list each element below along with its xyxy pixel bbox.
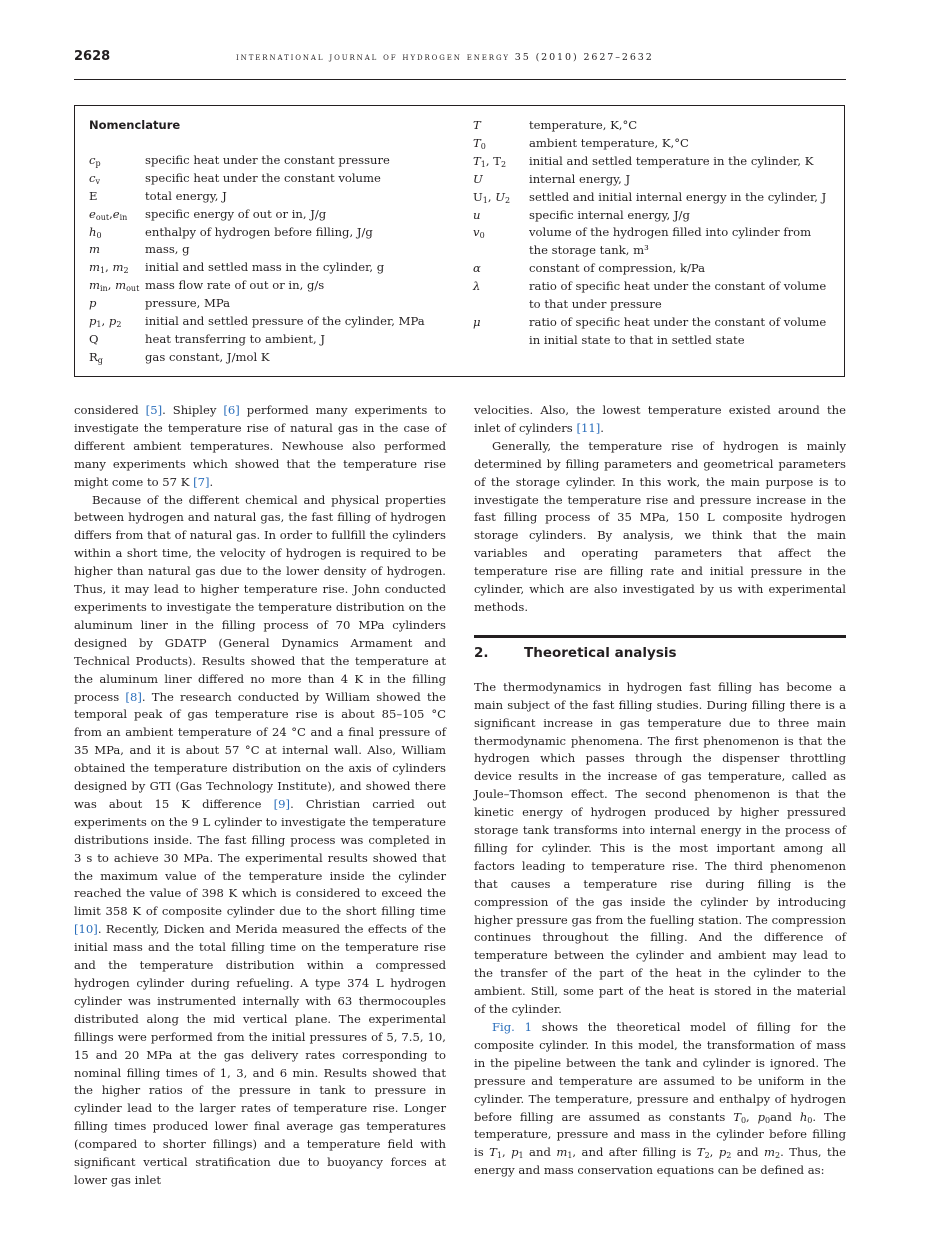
paragraph [474, 679, 846, 1019]
nomenclature-definition: initial and settled mass in the cylinder, g [145, 260, 385, 275]
math-symbol: m [112, 260, 124, 275]
nomenclature-box [74, 105, 845, 377]
nomenclature-definition: internal energy, J [529, 171, 631, 186]
math-symbol: p [89, 314, 97, 329]
text: , [101, 314, 109, 329]
reference-link[interactable]: [10] [74, 922, 98, 937]
subscript: 1 [482, 195, 488, 205]
paragraph [74, 492, 446, 1190]
math-symbol: p [757, 1109, 766, 1124]
subscript: in [119, 212, 128, 222]
text: E [89, 188, 98, 203]
nomenclature-symbol [473, 224, 529, 260]
right-column [474, 402, 846, 1180]
math-symbol: m [556, 1145, 568, 1160]
math-symbol: m [115, 278, 127, 293]
nomenclature-definition: initial and settled temperature in the cylinder, K [529, 153, 814, 168]
nomenclature-right [473, 117, 833, 350]
subscript: 2 [500, 159, 507, 169]
math-symbol: e [112, 206, 120, 221]
nomenclature-symbol [89, 241, 145, 259]
text: . [209, 474, 214, 489]
math-symbol: T [733, 1109, 741, 1124]
text: shows the theoretical model of filling for the composite cylinder. In this model, the transformation of mass in the pipeline between the tank and cylinder is ignored. The pressure and temperature are assumed to be uniform in the cylinder. The temperature, pressure and enthalpy of hydrogen before filling are assumed as constants [474, 1020, 846, 1124]
math-symbol: c [89, 152, 96, 167]
nomenclature-symbol [473, 153, 529, 171]
subscript: 2 [505, 195, 511, 205]
nomenclature-entry [89, 331, 459, 349]
paragraph [474, 1019, 846, 1180]
nomenclature-symbol [89, 206, 145, 224]
nomenclature-definition: ratio of specific heat under the constant of volume in initial state to that in settled state [529, 314, 827, 347]
nomenclature-definition: specific heat under the constant volume [145, 170, 381, 185]
subscript: out [126, 284, 140, 294]
math-symbol: λ [473, 279, 481, 294]
math-symbol: h [89, 224, 97, 239]
math-symbol: p [108, 314, 117, 329]
subscript: 1 [567, 1151, 573, 1161]
math-symbol: m [89, 260, 100, 275]
math-symbol: T [473, 135, 481, 150]
text: , [709, 1145, 719, 1160]
nomenclature-symbol [89, 152, 145, 170]
nomenclature-definition: ratio of specific heat under the constant of volume to that under pressure [529, 279, 827, 312]
math-symbol: m [89, 278, 100, 293]
text: Because of the different chemical and physical properties between hydrogen and natural gas, the fast filling of hydrogen differs from that of natural gas. In order to fullfill the cylinders within a short time, the velocity of hydrogen is required to be higher than natural gas due to the lower density of hydrogen. Thus, it may lead to higher temperature rise. John conducted experiments to investigate the temperature distribution on the aluminum liner in the filling process of 70 MPa cylinders designed by GDATP (General Dynamics Armament and Technical Products). Results showed that the temperature at the aluminum liner differed no more than 4 K in the filling process [74, 492, 446, 704]
text: T [493, 153, 501, 168]
math-symbol: T [473, 118, 481, 132]
text: , [105, 260, 113, 275]
nomenclature-entry [473, 189, 833, 207]
math-symbol: p [511, 1145, 519, 1160]
reference-link[interactable]: Fig. 1 [492, 1020, 532, 1034]
reference-link[interactable]: [11] [576, 420, 601, 435]
section-number: 2. [474, 644, 489, 661]
nomenclature-entry [89, 170, 459, 188]
subscript: 0 [96, 230, 102, 240]
nomenclature-entry [89, 313, 459, 331]
nomenclature-definition: specific internal energy, J/g [529, 207, 690, 222]
nomenclature-entry [89, 259, 459, 277]
reference-link[interactable]: [7] [193, 474, 210, 489]
subscript: 2 [775, 1151, 781, 1161]
nomenclature-symbol [89, 170, 145, 188]
text: and [770, 1109, 800, 1124]
nomenclature-entry [473, 135, 833, 153]
nomenclature-entry [473, 314, 833, 350]
nomenclature-symbol [89, 349, 145, 367]
subscript: 0 [740, 1115, 747, 1125]
nomenclature-entry [473, 278, 833, 314]
nomenclature-symbol [89, 295, 145, 313]
nomenclature-definition: enthalpy of hydrogen before filling, J/g [145, 224, 373, 239]
nomenclature-entry [89, 349, 459, 367]
nomenclature-entry [89, 241, 459, 259]
right-column-top [474, 402, 846, 617]
subscript: 2 [123, 266, 129, 276]
subscript: 0 [479, 231, 485, 241]
math-symbol: μ [473, 314, 481, 329]
nomenclature-definition: settled and initial internal energy in the cylinder, J [529, 189, 827, 204]
math-symbol: α [473, 261, 481, 276]
nomenclature-definition: heat transferring to ambient, J [145, 331, 325, 346]
nomenclature-definition: specific heat under the constant pressure [145, 152, 390, 167]
nomenclature-title: Nomenclature [89, 118, 181, 132]
math-symbol: p [89, 296, 97, 311]
math-symbol: p [718, 1145, 727, 1160]
subscript: in [100, 284, 108, 294]
header-rule [74, 79, 846, 80]
math-symbol: v [473, 225, 480, 240]
text: . Christian carried out experiments on the 9 L cylinder to investigate the temperature distributions inside. The fast filling process was completed in 3 s to achieve 30 MPa. The experimental results showed that the maximum value of the temperature inside the cylinder reached the value of 398 K which is considered to exceed the limit 358 K of composite cylinder due to the short filling time [74, 796, 446, 919]
nomenclature-symbol [89, 313, 145, 331]
math-symbol: e [89, 206, 96, 221]
journal-header: international journal of hydrogen energy 35 (2010) 2627–2632 [236, 52, 654, 63]
subscript: 1 [100, 266, 106, 276]
subscript: p [95, 158, 101, 168]
math-symbol: T [489, 1145, 497, 1160]
subscript: v [95, 176, 101, 186]
nomenclature-symbol [473, 135, 529, 153]
text: velocities. Also, the lowest temperature existed around the inlet of cylinders [474, 403, 846, 435]
nomenclature-symbol [89, 224, 145, 242]
nomenclature-definition: gas constant, J/mol K [145, 349, 270, 364]
subscript: 2 [726, 1151, 732, 1161]
text: . The research conducted by William showed the temporal peak of gas temperature rise is about 85–105 °C from an ambient temperature of 24 °C and a final pressure of 35 MPa, and it is about 57 °C at internal wall. Also, William obtained the temperature distribution on the axis of cylinders designed by GTI (Gas Technology Institute), and showed there was about 15 K difference [74, 689, 446, 811]
nomenclature-entry [89, 152, 459, 170]
nomenclature-symbol [473, 189, 529, 207]
paragraph [474, 402, 846, 438]
reference-link[interactable]: [9] [273, 796, 291, 811]
text: . Shipley [162, 403, 224, 417]
nomenclature-definition: specific energy of out or in, J/g [145, 206, 327, 221]
text: performed many experiments to investigate the temperature rise of natural gas in the case of different ambient temperatures. Newhouse also performed many experiments which showed that the temperature rise might come to 57 K [74, 403, 446, 489]
section-heading [474, 635, 846, 663]
subscript: 0 [807, 1115, 813, 1125]
nomenclature-symbol [473, 117, 529, 135]
text: . Thus, the energy and mass conservation equations can be defined as: [474, 1145, 847, 1178]
nomenclature-definition: mass flow rate of out or in, g/s [145, 278, 325, 293]
nomenclature-symbol [473, 278, 529, 314]
reference-link[interactable]: [8] [125, 689, 142, 704]
subscript: 2 [116, 320, 122, 330]
nomenclature-definition: temperature, K,°C [529, 118, 638, 132]
text: , [107, 278, 116, 293]
text: considered [74, 403, 146, 417]
right-column-bottom [474, 679, 846, 1180]
text: , and after filling is [572, 1145, 697, 1160]
reference-link[interactable]: [5] [145, 403, 163, 417]
nomenclature-entry [89, 188, 459, 206]
math-symbol: T [473, 153, 481, 168]
text: U [473, 189, 483, 204]
text: Q [89, 331, 99, 346]
math-symbol: c [89, 170, 96, 185]
nomenclature-entry [89, 295, 459, 313]
nomenclature-entry [89, 277, 459, 295]
text: , [109, 206, 113, 221]
nomenclature-entry [473, 153, 833, 171]
subscript: 0 [480, 141, 486, 151]
subscript: 1 [96, 320, 102, 330]
subscript: g [97, 355, 103, 365]
text: . Recently, Dicken and Merida measured the effects of the initial mass and the total filling time on the temperature rise and the temperature distribution within a compressed hydrogen cylinder during refueling. A type 374 L hydrogen cylinder was instrumented internally with 63 thermocouples distributed along the mid vertical plane. The experimental fillings were performed from the initial pressures of 5, 7.5, 10, 15 and 20 MPa at the gas delivery rates corresponding to nominal filling times of 1, 3, and 6 min. Results showed that the higher ratios of the pressure in tank to pressure in cylinder lead to the larger rates of temperature rise. Longer filling times produced lower final average gas temperatures (compared to shorter fillings) and a temperature field with significant vertical stratification due to buoyancy forces at lower gas inlet [74, 922, 446, 1187]
text: and [731, 1145, 765, 1160]
text: , [501, 1145, 512, 1160]
section-title: Theoretical analysis [524, 644, 677, 661]
subscript: 0 [765, 1115, 771, 1125]
paragraph [74, 402, 446, 492]
subscript: 1 [518, 1151, 524, 1161]
math-symbol: U [473, 171, 483, 186]
nomenclature-symbol [473, 260, 529, 278]
text: . The temperature, pressure and mass in the cylinder before filling is [474, 1109, 846, 1160]
nomenclature-entry [473, 260, 833, 278]
reference-link[interactable]: [6] [223, 403, 240, 417]
nomenclature-symbol [89, 259, 145, 277]
nomenclature-entry [473, 171, 833, 189]
nomenclature-symbol [89, 331, 145, 349]
nomenclature-symbol [89, 277, 145, 295]
text: , [746, 1109, 758, 1124]
subscript: 1 [496, 1151, 502, 1161]
subscript: 1 [480, 159, 486, 169]
nomenclature-definition: ambient temperature, K,°C [529, 135, 689, 150]
math-symbol: U [495, 189, 506, 204]
nomenclature-entry [473, 117, 833, 135]
text: The thermodynamics in hydrogen fast filling has become a main subject of the fast filling studies. During filling there is a significant increase in gas temperature due to three main thermodynamic phenomena. The first phenomenon is that the hydrogen which passes through the dispenser throttling device results in the increase of gas temperature, called as Joule–Thomson effect. The second phenomenon is that the kinetic energy of hydrogen produced by higher pressured storage tank transforms into internal energy in the process of filling for cylinder. This is the most important among all factors leading to temperature rise. The third phenomenon that causes a temperature rise during filling is the compression of the gas inside the cylinder by introducing higher pressure gas from the fuelling station. The compression continues throughout the filling. And the difference of temperature between the cylinder and ambient may lead to the transfer of the part of the heat in the cylinder to the ambient. Still, some part of the heat is stored in the material of the cylinder. [474, 679, 846, 1017]
math-symbol: h [799, 1109, 808, 1124]
nomenclature-symbol [473, 207, 529, 225]
text: , [485, 153, 494, 168]
nomenclature-definition: volume of the hydrogen filled into cylinder from the storage tank, m³ [529, 225, 812, 258]
text: Generally, the temperature rise of hydrogen is mainly determined by filling parameters and geometrical parameters of the storage cylinder. In this work, the main purpose is to investigate the temperature rise and pressure increase in the fast filling process of 35 MPa, 150 L composite hydrogen storage cylinders. By analysis, we think that the main variables and operating parameters that affect the temperature rise are filling rate and initial pressure in the cylinder, which are also investigated by us with experimental methods. [474, 438, 846, 614]
nomenclature-entry [89, 206, 459, 224]
nomenclature-definition: constant of compression, k/Pa [529, 261, 706, 276]
nomenclature-symbol [473, 171, 529, 189]
math-symbol: T [696, 1145, 705, 1160]
nomenclature-definition: mass, g [145, 242, 190, 257]
nomenclature-definition: total energy, J [145, 188, 227, 203]
text: , [487, 189, 496, 204]
nomenclature-entry [473, 207, 833, 225]
nomenclature-symbol [473, 314, 529, 350]
math-symbol: u [473, 207, 481, 222]
nomenclature-definition: initial and settled pressure of the cylinder, MPa [145, 314, 425, 329]
math-symbol: m [764, 1145, 776, 1160]
text: R [89, 349, 98, 364]
paragraph [474, 438, 846, 617]
math-symbol: m [89, 242, 100, 257]
text: . [600, 420, 604, 435]
nomenclature-entry [473, 224, 833, 260]
nomenclature-left [89, 117, 459, 367]
page-number: 2628 [74, 49, 111, 64]
nomenclature-entry [89, 224, 459, 242]
subscript: 2 [704, 1151, 710, 1161]
subscript: out [95, 212, 110, 222]
text: and [523, 1145, 557, 1160]
left-column [74, 402, 446, 1190]
nomenclature-definition: pressure, MPa [145, 296, 231, 311]
nomenclature-symbol [89, 188, 145, 206]
